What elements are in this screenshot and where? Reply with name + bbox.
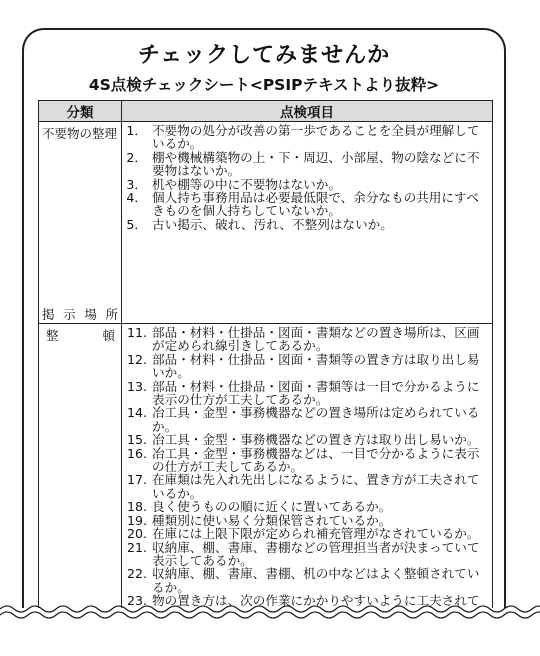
- checklist-card: [22, 28, 506, 622]
- list-item: 3． 机や棚等の中に不要物はないか。: [126, 176, 341, 192]
- category-cell: [39, 122, 122, 324]
- list-item: 20. 在庫には上限下限が定められ補充管理がなされているか。: [126, 526, 480, 542]
- list-item: 2． 棚や機械構築物の上・下・周辺、小部屋、物の陰などに不要物はないか。: [126, 149, 480, 179]
- list-item: 18. 良く使うものの順に近くに置いてあるか。: [126, 499, 392, 515]
- list-item: 21. 収納庫、棚、書庫、書棚などの管理担当者が決まっていて表示してあるか。: [126, 539, 480, 568]
- items-cell: [122, 122, 493, 324]
- category-cell: [39, 324, 122, 621]
- table-row: [39, 324, 493, 621]
- checklist-table: [38, 100, 493, 621]
- category-label: 掲 示 場 所: [42, 307, 118, 322]
- list-item: 11. 部品・材料・仕掛品・図面・書類などの置き場所は、区画が定められ線引きしてあるか。: [126, 325, 480, 354]
- list-item: 13. 部品・材料・仕掛品・図面・書類等は一目で分かるように表示の仕方が工夫してあるか。: [126, 378, 480, 408]
- category-label: 不要物の整理: [42, 126, 118, 141]
- page-title: チェックしてみませんか: [137, 43, 391, 68]
- torn-edge-wave: [0, 600, 540, 622]
- header-items: 点検項目: [122, 101, 493, 122]
- category-label: 整 頓: [46, 328, 115, 343]
- sheet-subtitle: 4S点検チェックシート<PSIPテキストより抜粋>: [88, 76, 440, 94]
- list-item: 16. 冶工具・金型・事務機器などは、一目で分かるように表示の仕方が工夫してあるか。: [126, 445, 480, 475]
- list-item: 23. 物の置き方は、次の作業にかかりやすいように工夫されて: [126, 593, 480, 609]
- table-header-row: [39, 101, 493, 122]
- table-row: [39, 122, 493, 324]
- header-category: 分類: [39, 101, 122, 122]
- list-item: 17. 在庫類は先入れ先出しになるように、置き方が工夫されているか。: [126, 472, 480, 501]
- list-item: 15. 冶工具・金型・事務機器などの置き方は取り出し易いか。: [126, 432, 480, 448]
- list-item: 19. 種類別に使い易く分類保管されているか。: [126, 512, 392, 528]
- list-item: 22. 収納庫、棚、書庫、書棚、机の中などはよく整頓されているか。: [126, 566, 480, 595]
- list-item: 14. 冶工具・金型・事務機器などの置き場所は定められているか。: [126, 405, 480, 434]
- list-item: 1． 不要物の処分が改善の第一歩であることを全員が理解しているか。: [126, 123, 480, 152]
- items-cell: [122, 324, 493, 621]
- list-item: 5． 古い掲示、破れ、汚れ、不整列はないか。: [126, 216, 393, 232]
- list-item: 12. 部品・材料・仕掛品・図面・書類等の置き方は取り出し易いか。: [126, 351, 480, 381]
- list-item: 4． 個人持ち事務用品は必要最低限で、余分なもの共用にすべきものを個人持ちしていないか。: [126, 190, 479, 219]
